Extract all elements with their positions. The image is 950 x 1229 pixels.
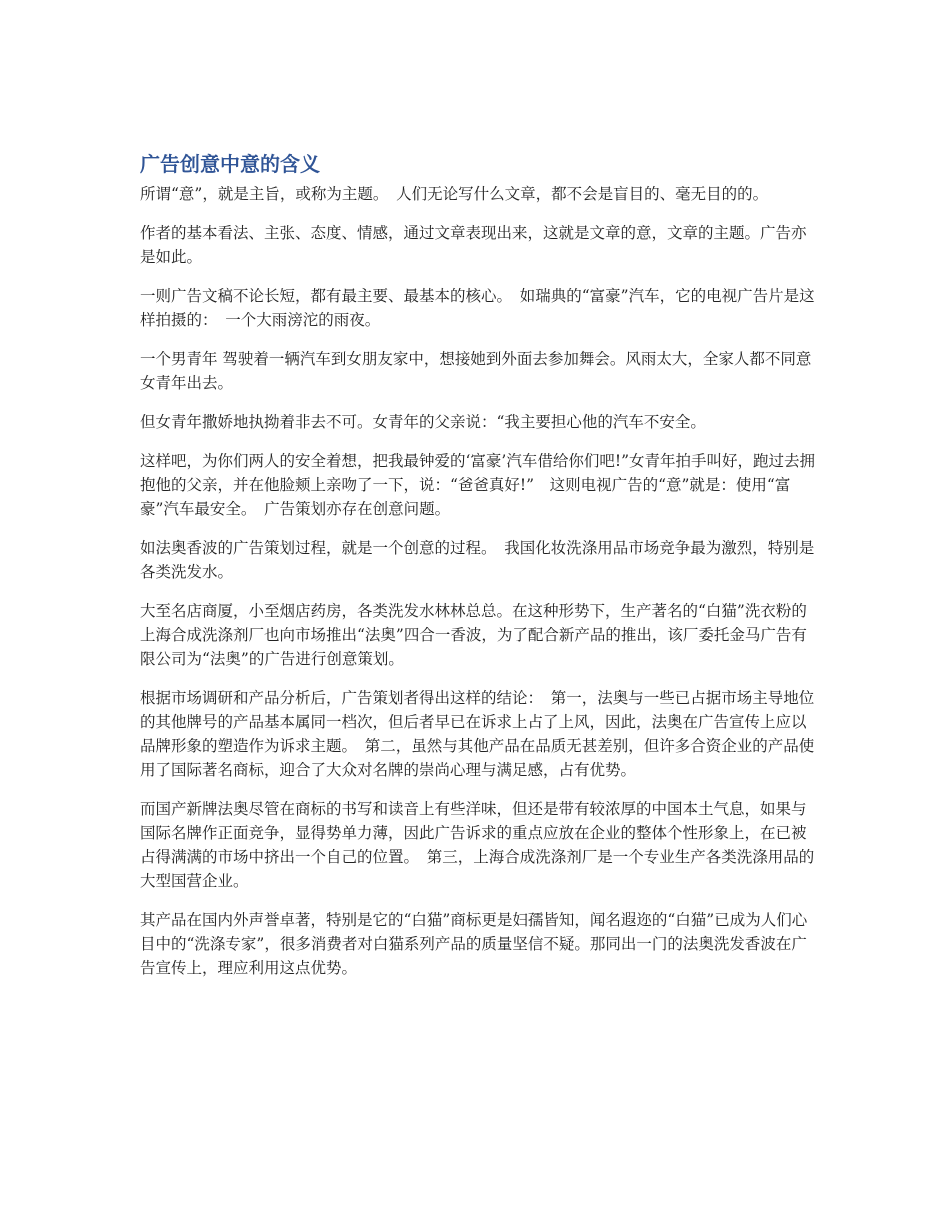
paragraph-11: 其产品在国内外声誉卓著，特别是它的“白猫”商标更是妇孺皆知，闻名遐迩的“白猫”已成为人们心目中的“洗涤专家”，很多消费者对白猫系列产品的质量坚信不疑。那同出一门的法奥洗发香波在广告宣传上，理应利用这点优势。 xyxy=(140,911,808,977)
paragraph-4: 一个男青年 驾驶着一辆汽车到女朋友家中，想接她到外面去参加舞会。风雨太大，全家人都不同意女青年出去。 xyxy=(140,350,812,392)
paragraph-8: 大至名店商厦，小至烟店药房，各类洗发水林林总总。在这种形势下，生产著名的“白猫”洗衣粉的上海合成洗涤剂厂也向市场推出“法奥”四合一香波，为了配合新产品的推出，该厂委托金马广告有限公司为“法奥”的广告进行创意策划。 xyxy=(140,602,807,668)
paragraph-1: 所谓“意”，就是主旨，或称为主题。 人们无论写什么文章，都不会是盲目的、毫无目的的。 xyxy=(140,185,769,203)
paragraph-3: 一则广告文稿不论长短，都有最主要、最基本的核心。 如瑞典的“富豪”汽车，它的电视广告片是这样拍摄的： 一个大雨滂沱的雨夜。 xyxy=(140,287,815,329)
paragraph-10: 而国产新牌法奥尽管在商标的书写和读音上有些洋味，但还是带有较浓厚的中国本土气息，如果与国际名牌作正面竞争，显得势单力薄，因此广告诉求的重点应放在企业的整体个性形象上，在已被占得满满的市场中挤出一个自己的位置。 第三，上海合成洗涤剂厂是一个专业生产各类洗涤用品的大型国营企业。 xyxy=(140,800,815,890)
paragraph-9: 根据市场调研和产品分析后，广告策划者得出这样的结论： 第一，法奥与一些已占据市场主导地位的其他牌号的产品基本属同一档次，但后者早已在诉求上占了上风，因此，法奥在广告宣传上应以品牌形象的塑造作为诉求主题。 第二，虽然与其他产品在品质无甚差别，但许多合资企业的产品使用了国际著名商标，迎合了大众对名牌的崇尚心理与满足感，占有优势。 xyxy=(140,689,815,779)
document-title: 广告创意中意的含义 xyxy=(140,152,320,176)
document-body xyxy=(140,182,815,980)
paragraph-2: 作者的基本看法、主张、态度、情感，通过文章表现出来，这就是文章的意，文章的主题。广告亦是如此。 xyxy=(140,224,807,266)
paragraph-5: 但女青年撒娇地执拗着非去不可。女青年的父亲说：“我主要担心他的汽车不安全。 xyxy=(140,413,706,431)
document-page xyxy=(140,150,815,995)
paragraph-7: 如法奥香波的广告策划过程，就是一个创意的过程。 我国化妆洗涤用品市场竞争最为激烈，特别是各类洗发水。 xyxy=(140,539,815,581)
paragraph-6: 这样吧，为你们两人的安全着想，把我最钟爱的‘富豪’汽车借给你们吧!”女青年拍手叫好，跑过去拥抱他的父亲，并在他脸颊上亲吻了一下，说：“爸爸真好!” 这则电视广告的“意”就是：使用“富豪”汽车最安全。 广告策划亦存在创意问题。 xyxy=(140,452,816,518)
